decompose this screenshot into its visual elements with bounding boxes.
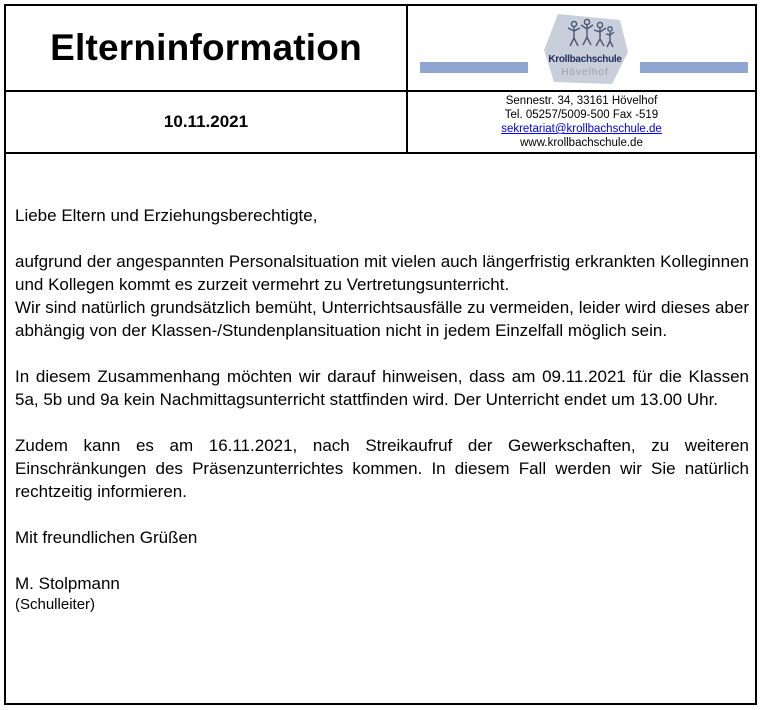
letter-sheet — [4, 4, 757, 705]
document-date: 10.11.2021 — [163, 112, 249, 131]
letter-paragraph: Wir sind natürlich grundsätzlich bemüht, Unterrichtsausfälle zu vermeiden, leider wird dieses aber abhängig von der Klassen-/Stundenplansituation nicht in jedem Einzelfall möglich sein. — [15, 298, 749, 340]
document-title: Elterninformation — [50, 27, 362, 68]
signer-name: M. Stolpmann — [15, 574, 120, 593]
letter-body — [15, 204, 749, 615]
accent-bar-left — [420, 62, 528, 73]
contact-email-link[interactable]: sekretariat@krollbachschule.de — [501, 123, 662, 135]
contact-address: Sennestr. 34, 33161 Hövelhof — [505, 95, 658, 107]
letter-paragraph: Zudem kann es am 16.11.2021, nach Streikaufruf der Gewerkschaften, zu weiteren Einschränkungen des Präsenzunterrichtes kommen. In diesem Fall werden wir Sie natürlich rechtzeitig informieren. — [15, 436, 749, 501]
contact-website: www.krollbachschule.de — [520, 137, 643, 149]
letter-salutation: Liebe Eltern und Erziehungsberechtigte, — [15, 206, 318, 225]
signer-role: (Schulleiter) — [15, 596, 96, 613]
school-logo — [540, 12, 630, 86]
contact-phone: Tel. 05257/5009-500 Fax -519 — [504, 109, 659, 121]
letter-closing: Mit freundlichen Grüßen — [15, 528, 198, 547]
letter-paragraph: aufgrund der angespannten Personalsituation mit vielen auch längerfristig erkrankten Kolleginnen und Kollegen kommt es zurzeit vermehrt zu Vertretungsunterricht. — [15, 252, 749, 294]
letter-paragraph: In diesem Zusammenhang möchten wir darauf hinweisen, dass am 09.11.2021 für die Klassen 5a, 5b und 9a kein Nachmittagsunterricht stattfinden wird. Der Unterricht endet um 13.00 Uhr. — [15, 367, 749, 409]
logo-cell — [408, 6, 755, 90]
accent-bar-right — [640, 62, 748, 73]
contact-block — [408, 92, 755, 152]
logo-school-name: Krollbachschule — [548, 54, 622, 65]
logo-town-name: Hövelhof — [561, 67, 609, 78]
